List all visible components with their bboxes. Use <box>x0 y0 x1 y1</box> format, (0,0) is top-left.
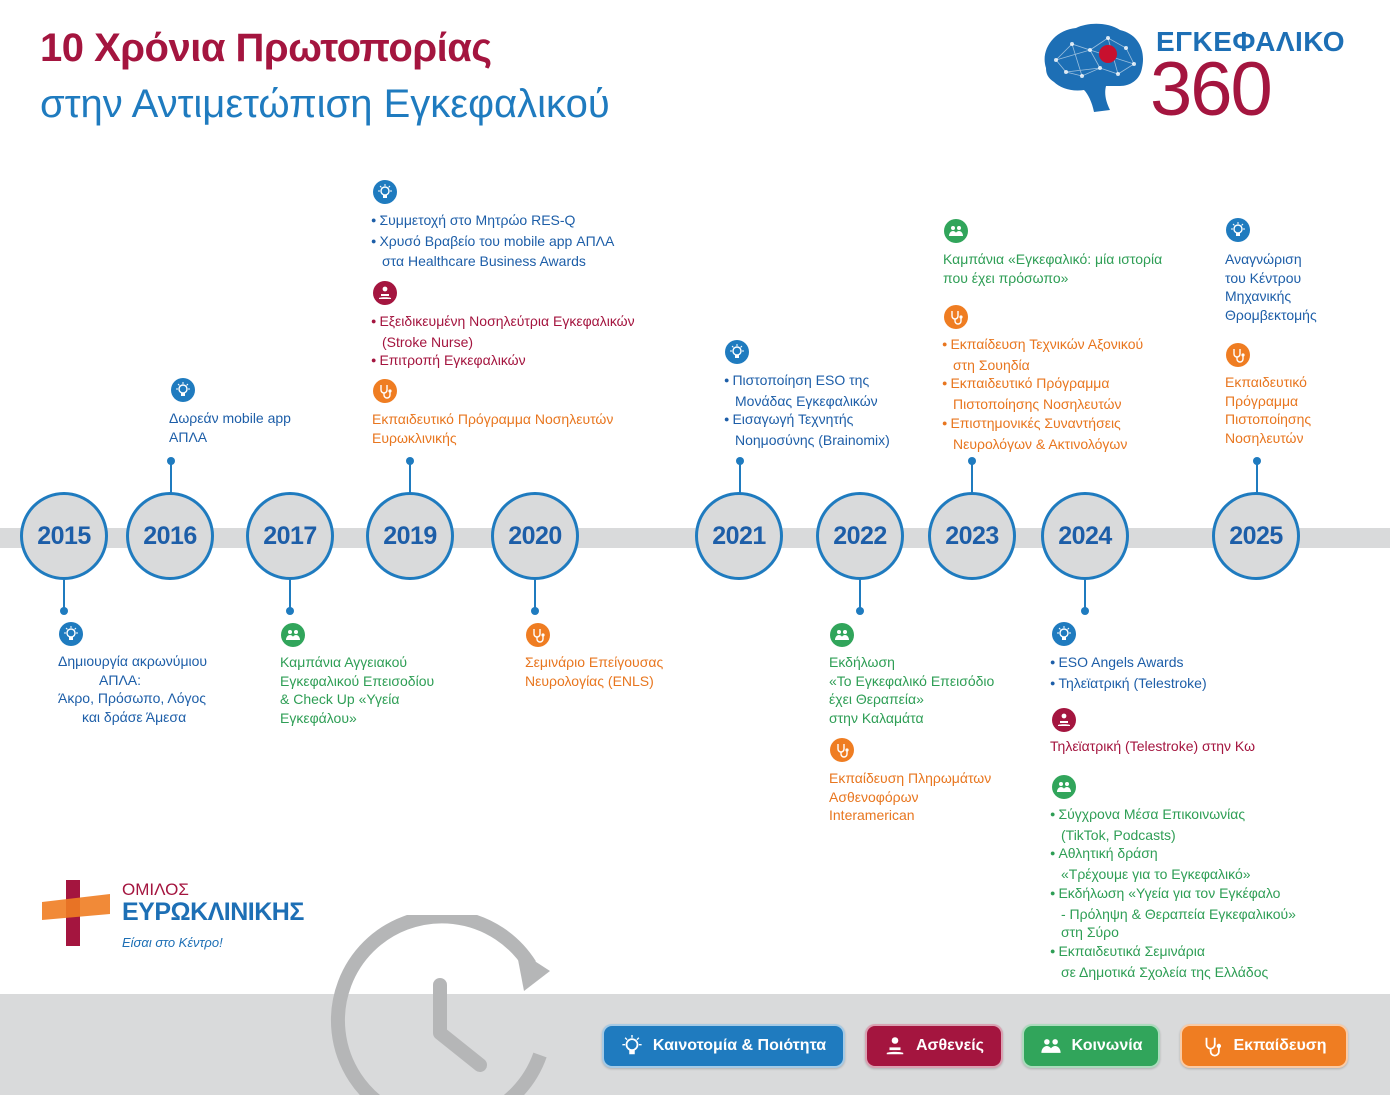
connector-dot <box>167 457 175 465</box>
connector-dot <box>736 457 744 465</box>
logo-title: ΕΓΚΕΦΑΛΙΚΟ <box>1156 26 1346 57</box>
entry-2020: Σεμινάριο Επείγουσας Νευρολογίας (ENLS) <box>525 654 664 689</box>
legend-innovation <box>602 1024 845 1068</box>
entry-2024-patients: Τηλεϊατρική (Telestroke) στην Κω <box>1050 738 1256 754</box>
year-2024: 2024 <box>1041 492 1129 580</box>
company-group: ΟΜΙΛΟΣ <box>122 880 189 899</box>
year-2019: 2019 <box>366 492 454 580</box>
page-subtitle: στην Αντιμετώπιση Εγκεφαλικού <box>40 82 610 126</box>
connector-line <box>409 462 411 493</box>
bulb-icon <box>621 1035 643 1057</box>
patient-icon <box>884 1035 906 1057</box>
bulb-icon <box>373 180 397 204</box>
bulb-icon <box>171 378 195 402</box>
entry-2024-innovation: ● ESO Angels Awards ● Τηλεϊατρική (Telestroke) <box>1050 653 1207 694</box>
bulb-icon <box>1052 622 1076 646</box>
year-2016: 2016 <box>126 492 214 580</box>
logo-number: 360 <box>1150 47 1271 132</box>
entry-2019-education: Εκπαιδευτικό Πρόγραμμα Νοσηλευτών Ευρωκλινικής <box>372 411 614 446</box>
year-2022: 2022 <box>816 492 904 580</box>
entry-2025-education: Εκπαιδευτικό Πρόγραμμα Πιστοποίησης Νοσηλευτών <box>1225 374 1312 447</box>
entry-2017: Καμπάνια Αγγειακού Εγκεφαλικού Επεισοδίου & Check Up «Υγεία Εγκεφάλου» <box>280 654 435 727</box>
connector-dot <box>531 607 539 615</box>
connector-dot <box>1081 607 1089 615</box>
connector-line <box>63 580 65 610</box>
connector-line <box>739 462 741 493</box>
clock-icon <box>330 915 560 1095</box>
year-2015: 2015 <box>20 492 108 580</box>
legend-patients <box>865 1024 1003 1068</box>
people-icon <box>1040 1035 1062 1057</box>
stethoscope-icon <box>1226 343 1250 367</box>
legend-society <box>1022 1024 1160 1068</box>
legend-education-label: Εκπαίδευση <box>1233 1037 1327 1054</box>
entry-2022-education: Εκπαίδευση Πληρωμάτων Ασθενοφόρων Interamerican <box>829 770 992 824</box>
connector-dot <box>286 607 294 615</box>
company-name: ΕΥΡΩΚΛΙΝΙΚΗΣ <box>122 898 304 926</box>
connector-line <box>289 580 291 610</box>
bulb-icon <box>1226 218 1250 242</box>
legend-innovation-label: Καινοτομία & Ποιότητα <box>652 1037 827 1054</box>
stethoscope-icon <box>944 305 968 329</box>
people-icon <box>944 219 968 243</box>
year-2021: 2021 <box>695 492 783 580</box>
stethoscope-icon <box>526 623 550 647</box>
entry-2021: ● Πιστοποίηση ESO της Μονάδας Εγκεφαλικών ● Εισαγωγή Τεχνητής Νοημοσύνης (Brainomix) <box>724 371 890 450</box>
people-icon <box>830 623 854 647</box>
legend-patients-label: Ασθενείς <box>916 1037 984 1054</box>
entry-2025-innovation: Αναγνώριση του Κέντρου Μηχανικής Θρομβεκτομής <box>1225 251 1317 324</box>
connector-line <box>1256 462 1258 493</box>
patient-icon <box>373 281 397 305</box>
page-title: 10 Χρόνια Πρωτοπορίας <box>40 26 492 70</box>
entry-2019-innovation: ● Συμμετοχή στο Μητρώο RES-Q ● Χρυσό Βραβείο του mobile app ΑΠΛΑ στα Healthcare Business Awards <box>371 211 614 271</box>
year-2023: 2023 <box>928 492 1016 580</box>
connector-line <box>170 462 172 493</box>
connector-line <box>859 580 861 610</box>
entry-2016: Δωρεάν mobile app ΑΠΛΑ <box>169 410 291 445</box>
connector-dot <box>60 607 68 615</box>
connector-dot <box>1253 457 1261 465</box>
connector-line <box>1084 580 1086 610</box>
legend-society-label: Κοινωνία <box>1071 1037 1143 1054</box>
people-icon <box>1052 775 1076 799</box>
year-2025: 2025 <box>1212 492 1300 580</box>
year-2020: 2020 <box>491 492 579 580</box>
connector-dot <box>968 457 976 465</box>
bulb-icon <box>725 340 749 364</box>
entry-2015: Δημιουργία ακρωνύμιου ΑΠΛΑ: Άκρο, Πρόσωπο, Λόγος και δράσε Άμεσα <box>58 653 208 726</box>
connector-dot <box>856 607 864 615</box>
connector-line <box>534 580 536 610</box>
entry-2023-society: Καμπάνια «Εγκεφαλικό: μία ιστορία που έχει πρόσωπο» <box>943 251 1163 286</box>
entry-2024-society: ● Σύγχρονα Μέσα Επικοινωνίας (TikTok, Podcasts) ● Αθλητική δράση «Τρέχουμε για το Εγκεφαλικό» ● Εκδήλωση «Υγεία για τον Εγκέφαλο - Πρόληψη & Θεραπεία Εγκεφαλικού» στη Σύρο ● Εκπαιδευτικά Σεμινάρια σε Δημοτικά Σχολεία της Ελλάδος <box>1050 805 1296 981</box>
stethoscope-icon <box>830 738 854 762</box>
stethoscope-icon <box>373 379 397 403</box>
entry-2019-patients: ● Εξειδικευμένη Νοσηλεύτρια Εγκεφαλικών (Stroke Nurse) ● Επιτροπή Εγκεφαλικών <box>371 312 635 372</box>
company-slogan: Είσαι στο Κέντρο! <box>122 935 223 950</box>
bulb-icon <box>59 622 83 646</box>
connector-dot <box>406 457 414 465</box>
entry-2022-society: Εκδήλωση «Το Εγκεφαλικό Επεισόδιο έχει Θεραπεία» στην Καλαμάτα <box>829 654 995 727</box>
legend-education <box>1180 1024 1348 1068</box>
connector-line <box>971 462 973 493</box>
entry-2023-education: ● Εκπαίδευση Τεχνικών Αξονικού στη Σουηδία ● Εκπαιδευτικό Πρόγραμμα Πιστοποίησης Νοσηλευτών ● Επιστημονικές Συναντήσεις Νευρολόγων & Ακτινολόγων <box>942 335 1143 453</box>
people-icon <box>281 623 305 647</box>
brain-logo-icon <box>1036 20 1148 125</box>
euroclinic-cross-icon <box>42 880 110 951</box>
year-2017: 2017 <box>246 492 334 580</box>
stethoscope-icon <box>1201 1035 1223 1057</box>
patient-icon <box>1052 708 1076 732</box>
